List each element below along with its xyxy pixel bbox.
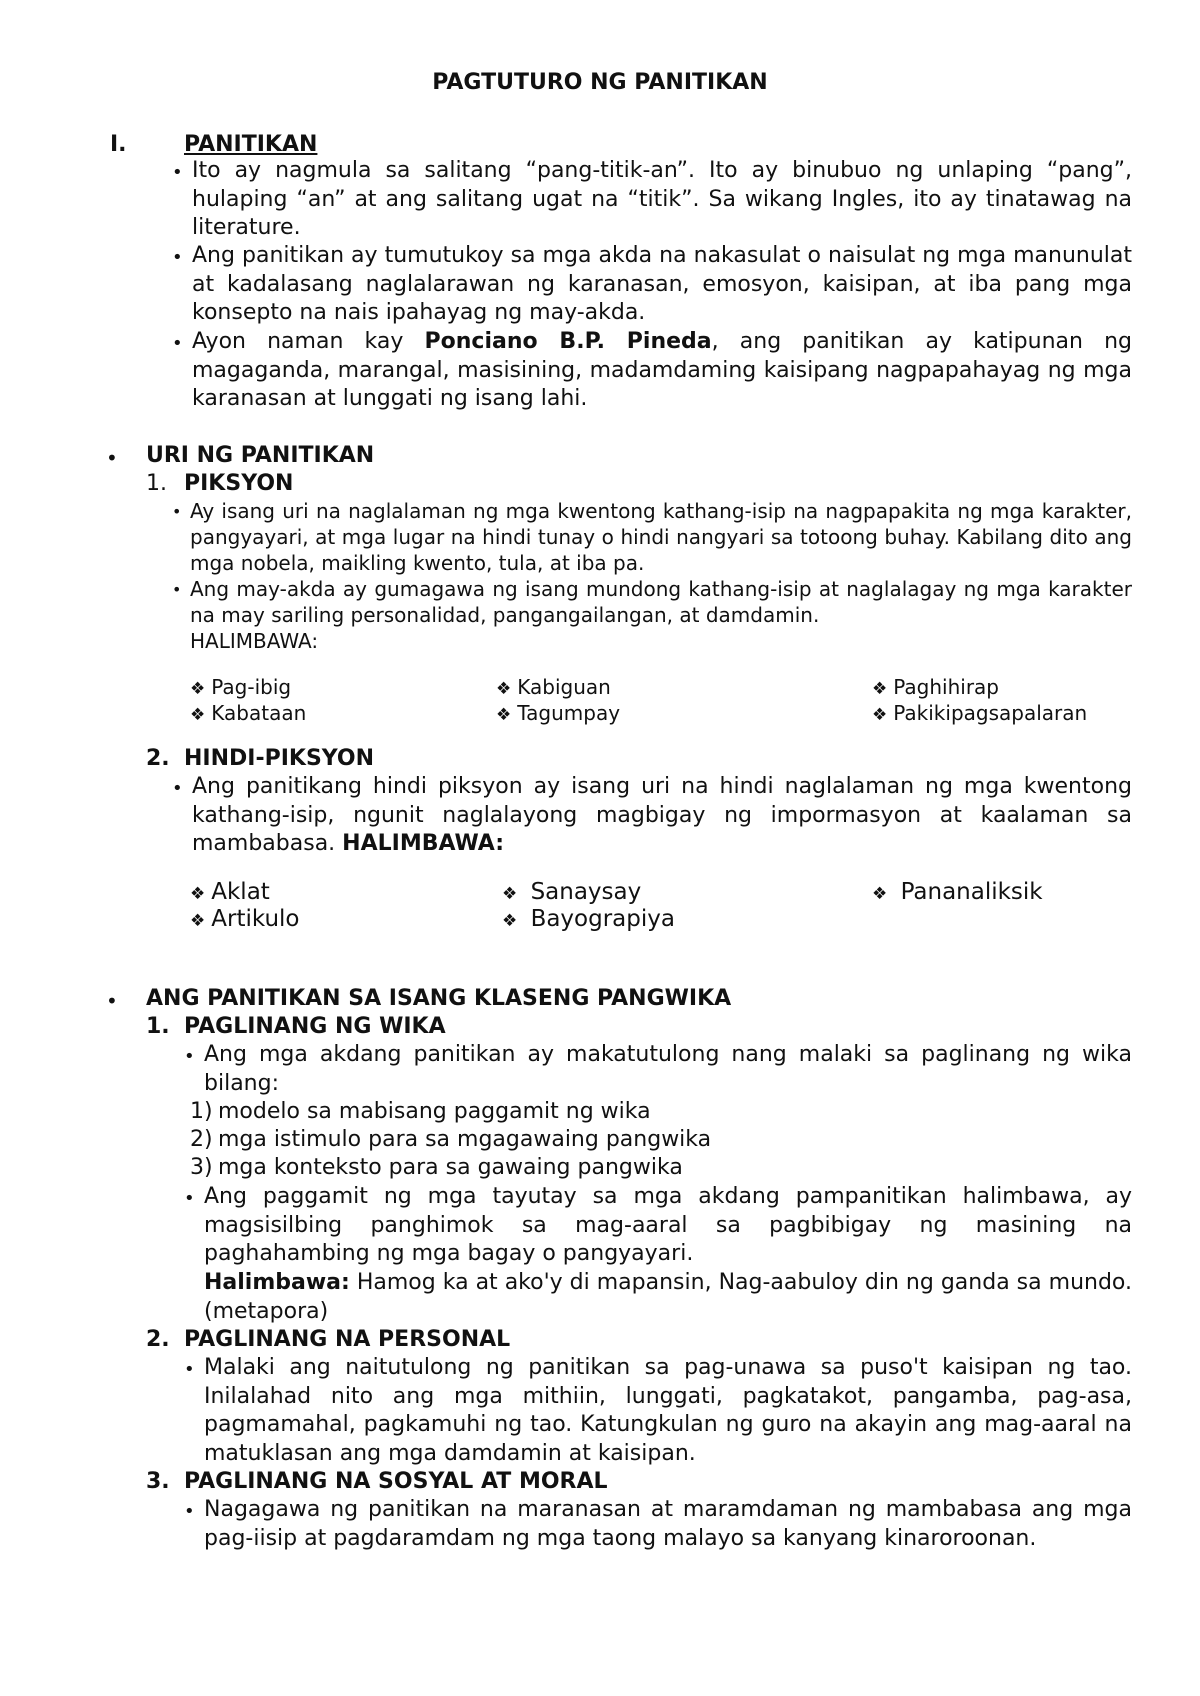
example-item: ❖ Paghihirap [872,675,1000,699]
panitikan-paragraph-3: Ayon naman kay Ponciano B.P. Pineda, ang panitikan ay katipunan ng magaganda, marangal, masisining, madamdaming kaisipang nagpapahayag ng mga karanasan at lunggati ng isang lahi. [192,329,1132,411]
diamond-bullet-icon: ❖ [190,705,206,725]
bullet-icon: • [172,778,183,799]
diamond-bullet-icon: ❖ [502,911,518,931]
bullet-icon: • [106,446,118,470]
paglinang-personal-paragraph: Malaki ang naitutulong ng panitikan sa pag-unawa sa puso't kaisipan ng tao. Inilalahad nito ang mga mithiin, lunggati, pagkatakot, pangamba, pag-asa, pagmamahal, pagkamuhi ng tao. Katungkulan ng guro na akayin ang mag-aaral na matuklasan ang mga damdamin at kaisipan. [204,1355,1132,1466]
subsection-number: 2. [146,746,170,771]
bullet-icon: • [184,1501,195,1522]
diamond-bullet-icon: ❖ [190,911,206,931]
diamond-bullet-icon: ❖ [502,884,518,904]
subsection-heading-paglinang-personal: PAGLINANG NA PERSONAL [184,1327,511,1352]
halimbawa-metapora: Halimbawa: Hamog ka at ako'y di mapansin, Nag-aabuloy din ng ganda sa mundo. (metapora) [204,1270,1132,1324]
diamond-bullet-icon: ❖ [190,884,206,904]
example-item: ❖ Pakikipagsapalaran [872,701,1088,725]
panitikan-paragraph-2: Ang panitikan ay tumutukoy sa mga akda na nakasulat o naisulat ng mga manunulat at kadalasang naglalarawan ng karanasan, emosyon, kaisipan, at iba pang mga konsepto na nais ipahayag ng may-akda. [192,243,1132,325]
list-number: 2) [190,1127,213,1152]
bullet-icon: • [172,502,182,521]
diamond-bullet-icon: ❖ [190,679,206,699]
bullet-icon: • [172,333,183,354]
section-heading-klaseng-pangwika: ANG PANITIKAN SA ISANG KLASENG PANGWIKA [146,986,732,1011]
diamond-bullet-icon: ❖ [872,884,888,904]
subsection-heading-hindi-piksyon: HINDI-PIKSYON [184,746,375,771]
example-item: ❖ Pag-ibig [190,675,292,699]
list-item: mga istimulo para sa mgagawaing pangwika [218,1127,712,1152]
paglinang-wika-paragraph-1: Ang mga akdang panitikan ay makatutulong nang malaki sa paglinang ng wika bilang: [204,1042,1132,1096]
paglinang-wika-paragraph-2: Ang paggamit ng mga tayutay sa mga akdang pampanitikan halimbawa, ay magsisilbing panghimok sa mag-aaral sa pagbibigay ng masining na paghahambing ng mga bagay o pangyayari. [204,1184,1132,1266]
example-item: ❖ Sanaysay [502,879,642,905]
diamond-bullet-icon: ❖ [872,705,888,725]
section-heading-panitikan: PANITIKAN [184,132,318,157]
list-item: modelo sa mabisang paggamit ng wika [218,1099,651,1124]
list-number: 1) [190,1099,213,1124]
example-item: ❖ Aklat [190,879,270,905]
bullet-icon: • [172,580,182,599]
piksyon-paragraph-2: Ang may-akda ay gumagawa ng isang mundong kathang-isip at naglalagay ng mga karakter na may sariling personalidad, pangangailangan, at damdamin. [190,577,1132,627]
hindi-piksyon-paragraph: Ang panitikang hindi piksyon ay isang uri na hindi naglalaman ng mga kwentong kathang-isip, ngunit naglalayong magbigay ng impormasyon at kaalaman sa mambabasa. HALIMBAWA: [192,774,1132,856]
author-name: Ponciano B.P. Pineda [424,329,712,354]
subsection-heading-paglinang-sosyal: PAGLINANG NA SOSYAL AT MORAL [184,1469,608,1494]
example-item: ❖ Tagumpay [496,701,621,725]
subsection-number: 2. [146,1327,170,1352]
example-item: ❖ Kabiguan [496,675,611,699]
example-item: ❖ Pananaliksik [872,879,1043,905]
bullet-icon: • [184,1359,195,1380]
subsection-heading-piksyon: PIKSYON [184,471,294,496]
diamond-bullet-icon: ❖ [872,679,888,699]
document-title: PAGTUTURO NG PANITIKAN [432,70,768,95]
paglinang-sosyal-paragraph: Nagagawa ng panitikan na maranasan at maramdaman ng mambabasa ang mga pag-iisip at pagdaramdam ng mga taong malayo sa kanyang kinaroroonan. [204,1497,1132,1551]
piksyon-halimbawa-label: HALIMBAWA: [190,629,319,653]
subsection-heading-paglinang-wika: PAGLINANG NG WIKA [184,1014,446,1039]
subsection-number: 1. [146,1014,170,1039]
list-item: mga konteksto para sa gawaing pangwika [218,1155,683,1180]
example-item: ❖ Artikulo [190,906,300,932]
list-number: 3) [190,1155,213,1180]
subsection-number: 3. [146,1469,170,1494]
example-item: ❖ Bayograpiya [502,906,675,932]
diamond-bullet-icon: ❖ [496,679,512,699]
bullet-icon: • [184,1046,195,1067]
section-heading-uri: URI NG PANITIKAN [146,443,375,468]
subsection-number: 1. [146,471,167,496]
bullet-icon: • [172,247,183,268]
section-roman-numeral: I. [110,132,127,157]
diamond-bullet-icon: ❖ [496,705,512,725]
bullet-icon: • [184,1188,195,1209]
panitikan-paragraph-1: Ito ay nagmula sa salitang “pang-titik-an”. Ito ay binubuo ng unlaping “pang”, hulaping “an” at ang salitang ugat na “titik”. Sa wikang Ingles, ito ay tinatawag na literature. [192,158,1132,240]
bullet-icon: • [172,162,183,183]
piksyon-paragraph-1: Ay isang uri na naglalaman ng mga kwentong kathang-isip na nagpapakita ng mga karakter, pangyayari, at mga lugar na hindi tunay o hindi nangyari sa totoong buhay. Kabilang dito ang mga nobela, maikling kwento, tula, at iba pa. [190,499,1132,575]
example-item: ❖ Kabataan [190,701,307,725]
bullet-icon: • [106,989,118,1013]
